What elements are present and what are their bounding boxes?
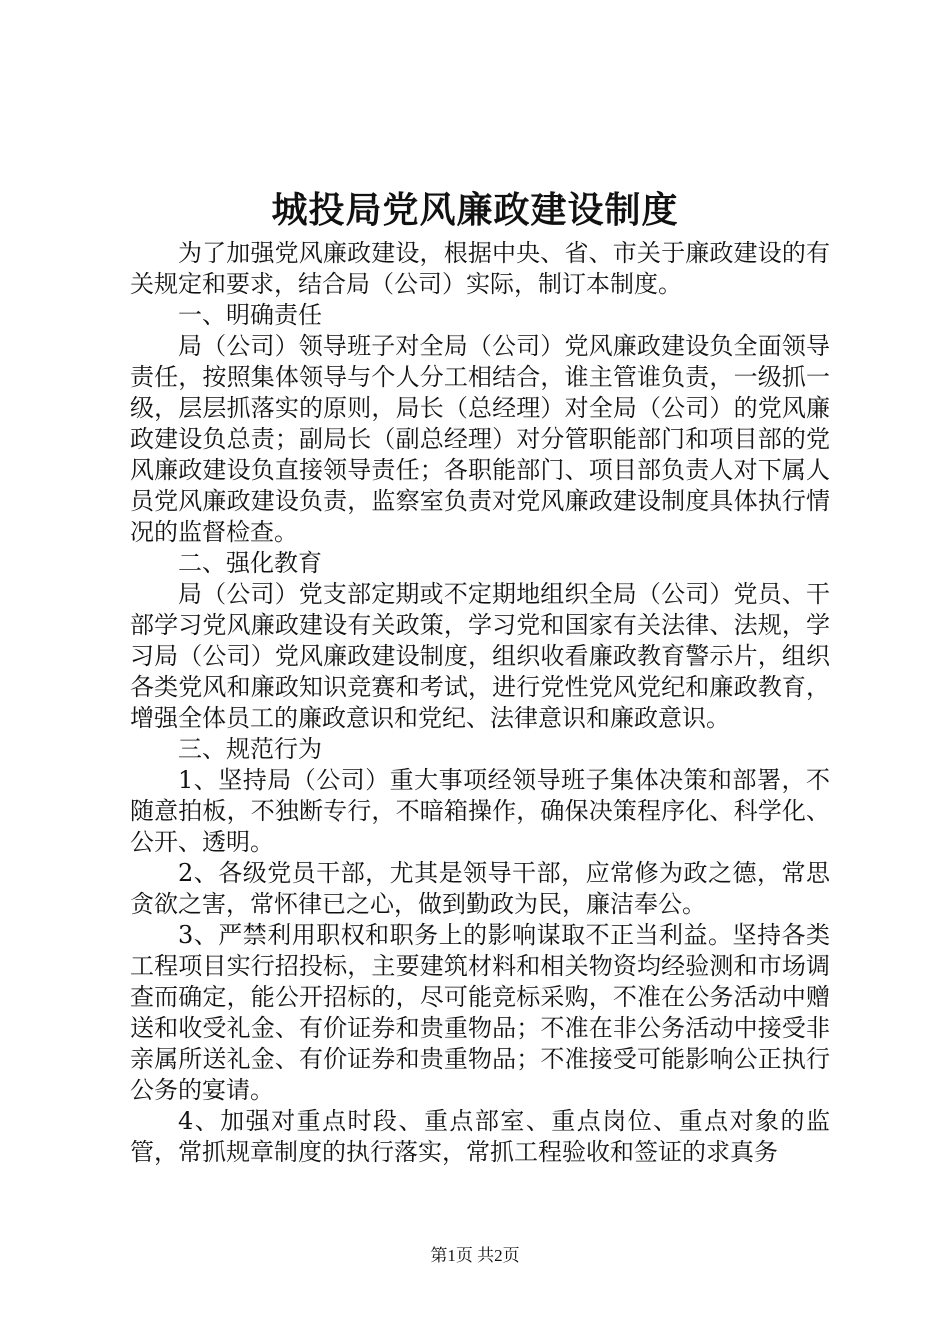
page-footer: 第1页 共2页	[430, 1246, 520, 1265]
paragraph-item-3: 3、严禁利用职权和职务上的影响谋取不正当利益。坚持各类工程项目实行招投标，主要建筑材料和相关物资均经验测和市场调查而确定，能公开招标的，尽可能竞标采购，不准在公务活动中赠送和收受礼金、有价证券和贵重物品；不准在非公务活动中接受非亲属所送礼金、有价证券和贵重物品；不准接受可能影响公正执行公务的宴请。	[130, 921, 830, 1104]
page-title: 城投局党风廉政建设制度	[271, 189, 679, 231]
section-heading-3: 三、规范行为	[178, 735, 322, 763]
paragraph-intro: 为了加强党风廉政建设，根据中央、省、市关于廉政建设的有关规定和要求，结合局（公司）实际，制订本制度。	[130, 239, 830, 298]
paragraph-education: 局（公司）党支部定期或不定期地组织全局（公司）党员、干部学习党风廉政建设有关政策，学习党和国家有关法律、法规，学习局（公司）党风廉政建设制度，组织收看廉政教育警示片，组织各类党风和廉政知识竞赛和考试，进行党性党风党纪和廉政教育，增强全体员工的廉政意识和党纪、法律意识和廉政意识。	[130, 580, 830, 732]
section-heading-2: 二、强化教育	[178, 549, 322, 577]
paragraph-item-4: 4、加强对重点时段、重点部室、重点岗位、重点对象的监管，常抓规章制度的执行落实，常抓工程验收和签证的求真务	[130, 1107, 830, 1166]
paragraph-item-1: 1、坚持局（公司）重大事项经领导班子集体决策和部署，不随意拍板，不独断专行，不暗箱操作，确保决策程序化、科学化、公开、透明。	[130, 766, 830, 856]
paragraph-item-2: 2、各级党员干部，尤其是领导干部，应常修为政之德，常思贪欲之害，常怀律已之心，做到勤政为民，廉洁奉公。	[130, 859, 830, 918]
paragraph-responsibility: 局（公司）领导班子对全局（公司）党风廉政建设负全面领导责任，按照集体领导与个人分工相结合，谁主管谁负责，一级抓一级，层层抓落实的原则，局长（总经理）对全局（公司）的党风廉政建设负总责；副局长（副总经理）对分管职能部门和项目部的党风廉政建设负直接领导责任；各职能部门、项目部负责人对下属人员党风廉政建设负责，监察室负责对党风廉政建设制度具体执行情况的监督检查。	[130, 332, 830, 546]
document-body	[130, 238, 830, 1168]
section-heading-1: 一、明确责任	[178, 301, 322, 329]
